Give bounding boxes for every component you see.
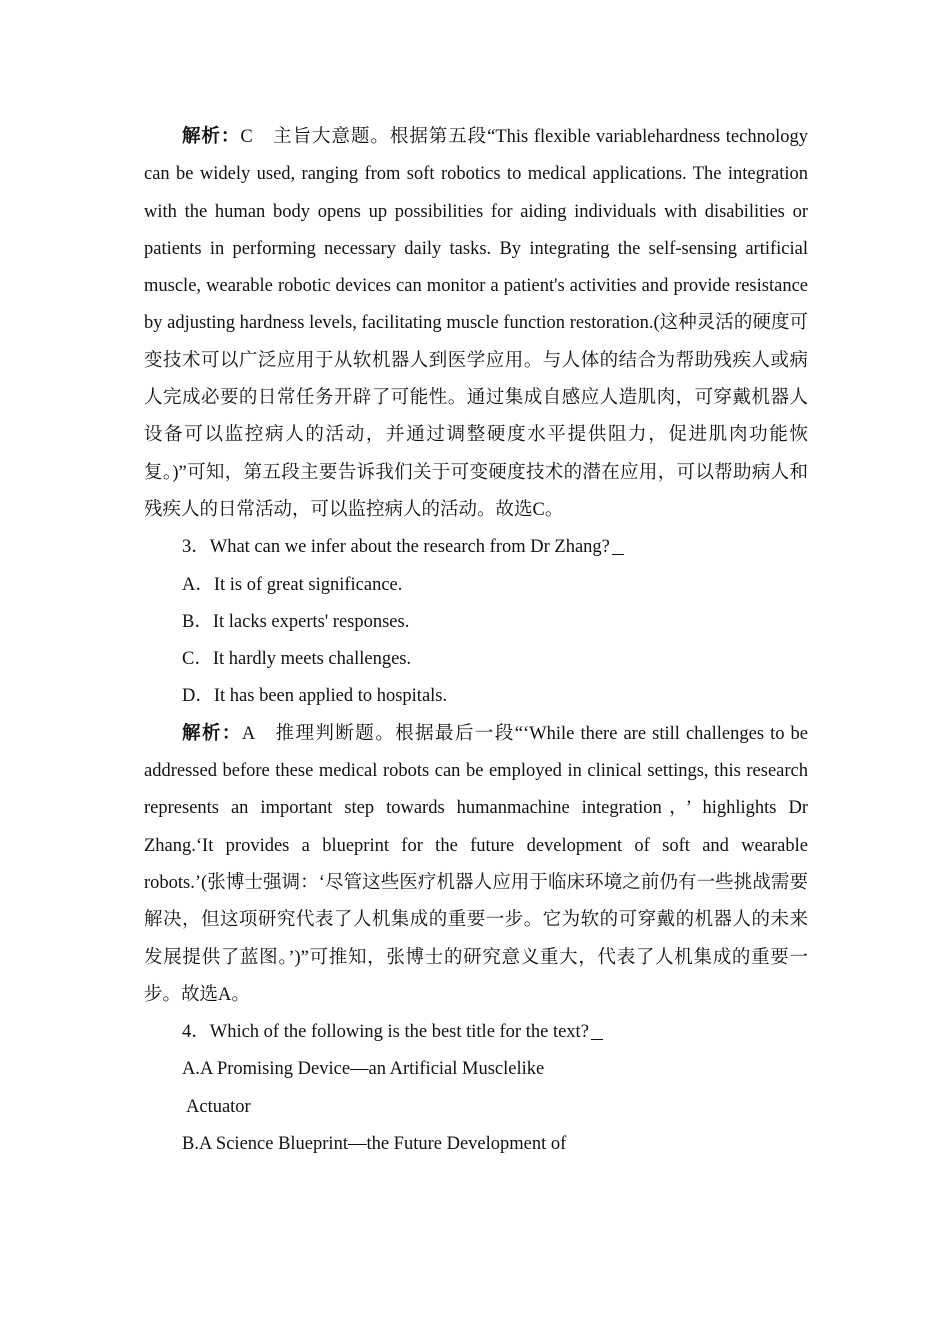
analysis-label: 解析：	[182, 127, 241, 147]
question-4-stem	[144, 1014, 808, 1051]
analysis-label: 解析：	[182, 723, 242, 744]
question-4-option-b: B.A Science Blueprint—the Future Development of	[182, 1134, 567, 1155]
question-3-option-a: A．It is of great significance.	[182, 574, 403, 595]
analysis-text: A 推理判断题。根据最后一段“‘While there are still challenges to be addressed before these medical robots can be employed in clinical settings, this research represents an important step towards humanmachine integration，’ highlights Dr Zhang.‘It provides a blueprint for the future development of soft and wearable robots.’(张博士强调：‘尽管这些医疗机器人应用于临床环境之前仍有一些挑战需要解决，但这项研究代表了人机集成的重要一步。它为软的可穿戴的机器人的未来发展提供了蓝图。’)”可推知，张博士的研究意义重大，代表了人机集成的重要一步。故选A。	[144, 723, 808, 1005]
question-3-stem	[144, 529, 808, 566]
question-3-option-d: D．It has been applied to hospitals.	[182, 686, 448, 707]
question-3-option-c: C．It hardly meets challenges.	[182, 649, 412, 670]
analysis-text: C 主旨大意题。根据第五段“This flexible variablehardness technology can be widely used, ranging from soft robotics to medical applications. The integration with the human body opens up possibilities for aiding individuals with disabilities or patients in performing necessary daily tasks. By integrating the self-sensing artificial muscle, wearable robotic devices can monitor a patient's activities and provide resistance by adjusting hardness levels, facilitating muscle function restoration.(这种灵活的硬度可变技术可以广泛应用于从软机器人到医学应用。与人体的结合为帮助残疾人或病人完成必要的日常任务开辟了可能性。通过集成自感应人造肌肉，可穿戴机器人设备可以监控病人的活动，并通过调整硬度水平提供阻力，促进肌肉功能恢复。)”可知，第五段主要告诉我们关于可变硬度技术的潜在应用，可以帮助病人和残疾人的日常活动，可以监控病人的活动。故选C。	[144, 127, 808, 520]
analysis-q2	[144, 119, 808, 529]
answer-blank	[612, 536, 624, 556]
document-body	[144, 119, 808, 1163]
analysis-q3	[144, 716, 808, 1014]
answer-blank	[591, 1021, 603, 1041]
question-3-option-b: B．It lacks experts' responses.	[182, 611, 410, 632]
question-4-text: 4．Which of the following is the best title for the text?	[182, 1022, 589, 1043]
question-3-text: 3．What can we infer about the research from Dr Zhang?	[182, 537, 610, 558]
question-4-option-a: A.A Promising Device—an Artificial Musclelike	[182, 1059, 545, 1080]
question-4-option-a-continued: Actuator	[186, 1096, 251, 1117]
